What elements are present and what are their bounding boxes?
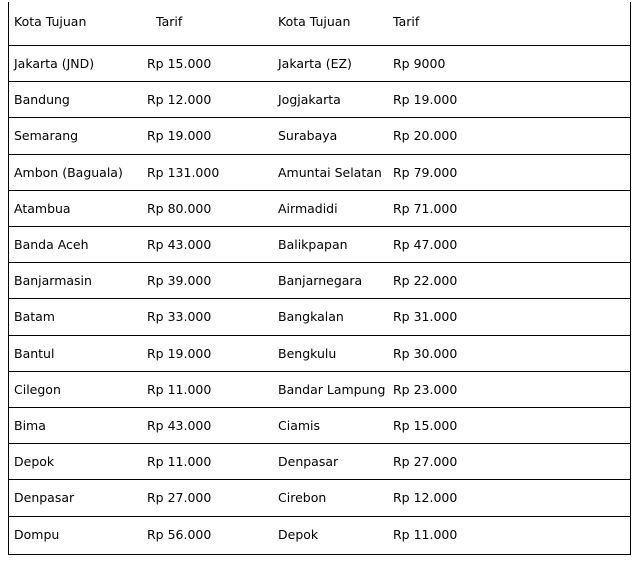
table-row: [8, 517, 631, 553]
header-tarif-2: Tarif: [393, 14, 420, 29]
city-a-cell: Cilegon: [14, 381, 61, 397]
tarif-a-cell: Rp 39.000: [147, 273, 212, 289]
city-a-cell: Bandung: [14, 92, 70, 108]
tarif-a-cell: Rp 12.000: [147, 92, 212, 108]
tarif-a-cell: Rp 80.000: [147, 200, 212, 216]
tarif-a-cell: Rp 15.000: [147, 56, 212, 72]
header-tarif-1: Tarif: [156, 14, 183, 29]
city-a-cell: Batam: [14, 309, 55, 325]
city-b-cell: Banjarnegara: [278, 273, 363, 289]
tarif-b-cell: Rp 23.000: [393, 381, 458, 397]
table-row: [8, 372, 631, 408]
city-a-cell: Jakarta (JND): [14, 56, 95, 72]
tarif-b-cell: Rp 47.000: [393, 237, 458, 253]
tarif-b-cell: Rp 15.000: [393, 418, 458, 434]
tarif-b-cell: Rp 9000: [393, 56, 446, 72]
table-header-row: [8, 2, 631, 46]
city-b-cell: Bangkalan: [278, 309, 344, 325]
tarif-a-cell: Rp 11.000: [147, 454, 212, 470]
tarif-a-cell: Rp 27.000: [147, 490, 212, 506]
tarif-a-cell: Rp 56.000: [147, 526, 212, 542]
table-row: [8, 299, 631, 335]
tarif-a-cell: Rp 19.000: [147, 128, 212, 144]
table-row: [8, 336, 631, 372]
city-a-cell: Dompu: [14, 526, 60, 542]
tarif-a-cell: Rp 19.000: [147, 345, 212, 361]
city-b-cell: Surabaya: [278, 128, 338, 144]
city-a-cell: Bima: [14, 418, 46, 434]
tarif-b-cell: Rp 30.000: [393, 345, 458, 361]
city-a-cell: Semarang: [14, 128, 79, 144]
table-row: [8, 155, 631, 191]
tarif-b-cell: Rp 22.000: [393, 273, 458, 289]
city-b-cell: Denpasar: [278, 454, 339, 470]
table-row: [8, 227, 631, 263]
tarif-a-cell: Rp 131.000: [147, 164, 220, 180]
city-b-cell: Jogjakarta: [278, 92, 341, 108]
tarif-a-cell: Rp 11.000: [147, 381, 212, 397]
city-a-cell: Denpasar: [14, 490, 75, 506]
city-b-cell: Ciamis: [278, 418, 321, 434]
city-a-cell: Ambon (Baguala): [14, 164, 123, 180]
city-b-cell: Jakarta (EZ): [278, 56, 352, 72]
city-a-cell: Banjarmasin: [14, 273, 92, 289]
city-a-cell: Atambua: [14, 200, 71, 216]
city-a-cell: Depok: [14, 454, 55, 470]
city-b-cell: Amuntai Selatan: [278, 164, 382, 180]
city-b-cell: Depok: [278, 526, 319, 542]
tarif-b-cell: Rp 11.000: [393, 526, 458, 542]
header-city-1: Kota Tujuan: [14, 14, 87, 29]
tarif-a-cell: Rp 43.000: [147, 237, 212, 253]
table-row: [8, 444, 631, 480]
city-b-cell: Bengkulu: [278, 345, 337, 361]
tarif-b-cell: Rp 31.000: [393, 309, 458, 325]
tarif-b-cell: Rp 12.000: [393, 490, 458, 506]
city-b-cell: Cirebon: [278, 490, 327, 506]
header-city-2: Kota Tujuan: [278, 14, 351, 29]
table-row: [8, 191, 631, 227]
tarif-b-cell: Rp 79.000: [393, 164, 458, 180]
city-b-cell: Airmadidi: [278, 200, 338, 216]
city-b-cell: Bandar Lampung: [278, 381, 386, 397]
table-row: [8, 408, 631, 444]
city-b-cell: Balikpapan: [278, 237, 348, 253]
tarif-b-cell: Rp 20.000: [393, 128, 458, 144]
city-a-cell: Banda Aceh: [14, 237, 89, 253]
city-a-cell: Bantul: [14, 345, 55, 361]
table-row: [8, 263, 631, 299]
tarif-a-cell: Rp 43.000: [147, 418, 212, 434]
tarif-b-cell: Rp 71.000: [393, 200, 458, 216]
table-row: [8, 46, 631, 82]
table-row: [8, 82, 631, 118]
tarif-b-cell: Rp 19.000: [393, 92, 458, 108]
tarif-b-cell: Rp 27.000: [393, 454, 458, 470]
table-row: [8, 480, 631, 516]
tarif-a-cell: Rp 33.000: [147, 309, 212, 325]
table-row: [8, 118, 631, 154]
